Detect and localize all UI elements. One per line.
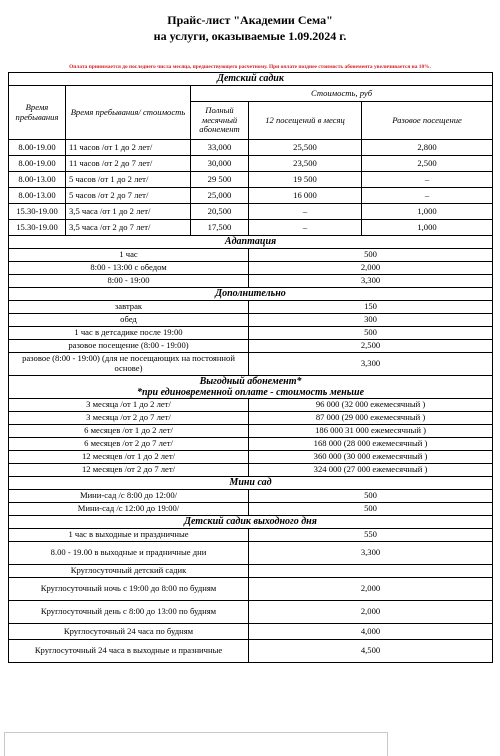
row-single: 2,800 (362, 140, 493, 156)
table-row (9, 624, 493, 640)
table-row (9, 140, 493, 156)
row-full: 17,500 (191, 220, 249, 236)
row-label: обед (9, 314, 249, 327)
header-single-visit: Разовое посещение (362, 102, 493, 140)
table-row (9, 438, 493, 451)
row-price: 168 000 (28 000 ежемесячный ) (249, 438, 493, 451)
header-full-subscription: Полный месячный абонемент (191, 102, 249, 140)
row-price: 500 (249, 327, 493, 340)
row-label: Мини-сад /с 12:00 до 19:00/ (9, 503, 249, 516)
section-title-additional: Дополнительно (9, 288, 493, 301)
table-row (9, 565, 493, 578)
price-list-page (8, 0, 492, 663)
row-single: – (362, 172, 493, 188)
price-table (8, 72, 493, 663)
header-cost: Стоимость, руб (191, 86, 493, 102)
section-title-adaptation: Адаптация (9, 236, 493, 249)
row-label: разовое (8:00 - 19:00) (для не посещающих на постоянной основе) (9, 353, 249, 376)
row-full: 20,500 (191, 204, 249, 220)
table-row (9, 220, 493, 236)
row-label: Круглосуточный день с 8:00 до 13:00 по будням (9, 601, 249, 624)
row-price: 500 (249, 249, 493, 262)
table-row (9, 529, 493, 542)
payment-notice: Оплата принимается до последнего числа месяца, предшествующего расчетному. При оплате позднее стоимость абонемента увеличивается на 10%. (69, 64, 431, 70)
table-row (9, 204, 493, 220)
row-price: 186 000 31 000 ежемесячный ) (249, 425, 493, 438)
row-price: 96 000 (32 000 ежемесячный ) (249, 399, 493, 412)
row-label: 1 час (9, 249, 249, 262)
row-price: 4,500 (249, 640, 493, 663)
row-full: 29 500 (191, 172, 249, 188)
row-label: 3 месяца /от 2 до 7 лет/ (9, 412, 249, 425)
row-label: 12 месяцев /от 2 до 7 лет/ (9, 464, 249, 477)
header-time: Время пребывания (9, 86, 66, 140)
table-row (9, 425, 493, 438)
row-label: 6 месяцев /от 2 до 7 лет/ (9, 438, 249, 451)
table-row (9, 503, 493, 516)
row-time: 8.00-19.00 (9, 140, 66, 156)
table-row (9, 275, 493, 288)
row-full: 30,000 (191, 156, 249, 172)
row-time: 15.30-19.00 (9, 220, 66, 236)
subscription-subtitle: *при единовременной оплате - стоимость меньше (136, 387, 365, 398)
row-desc: 11 часов /от 1 до 2 лет/ (66, 140, 191, 156)
row-desc: 11 часов /от 2 до 7 лет/ (66, 156, 191, 172)
row-twelve: 16 000 (249, 188, 362, 204)
row-label: Круглосуточный 24 часа в выходные и празничные (9, 640, 249, 663)
table-row (9, 262, 493, 275)
row-desc: 5 часов /от 2 до 7 лет/ (66, 188, 191, 204)
row-label: Круглосуточный ночь с 19:00 до 8:00 по будням (9, 578, 249, 601)
table-row (9, 353, 493, 376)
row-label: Круглосуточный детский садик (9, 565, 249, 578)
row-label: разовое посещение (8:00 - 19:00) (9, 340, 249, 353)
row-price: 2,000 (249, 601, 493, 624)
row-label: Мини-сад /с 8:00 до 12:00/ (9, 490, 249, 503)
section-title-subscription (9, 376, 493, 399)
table-row (9, 542, 493, 565)
row-label: 6 месяцев /от 1 до 2 лет/ (9, 425, 249, 438)
row-twelve: 23,500 (249, 156, 362, 172)
row-price: 2,500 (249, 340, 493, 353)
page-title: Прайс-лист "Академии Сема" (167, 13, 333, 27)
table-row (9, 156, 493, 172)
table-row (9, 172, 493, 188)
subscription-title: Выгодный абонемент* (199, 376, 302, 387)
row-time: 15.30-19.00 (9, 204, 66, 220)
row-label: 1 час в выходные и праздничные (9, 529, 249, 542)
row-twelve: – (249, 220, 362, 236)
row-price: 2,000 (249, 578, 493, 601)
row-label: 12 месяцев /от 1 до 2 лет/ (9, 451, 249, 464)
row-single: – (362, 188, 493, 204)
row-price: 300 (249, 314, 493, 327)
row-desc: 3,5 часа /от 2 до 7 лет/ (66, 220, 191, 236)
table-row (9, 327, 493, 340)
page-subtitle: на услуги, оказываемые 1.09.2024 г. (153, 29, 347, 43)
table-row (9, 301, 493, 314)
row-price: 150 (249, 301, 493, 314)
row-price: 550 (249, 529, 493, 542)
row-twelve: 25,500 (249, 140, 362, 156)
row-time: 8.00-13.00 (9, 172, 66, 188)
row-label: 1 час в детсадике после 19:00 (9, 327, 249, 340)
row-full: 33,000 (191, 140, 249, 156)
header-duration: Время пребывания/ стоимость (66, 86, 191, 140)
row-twelve: – (249, 204, 362, 220)
row-time: 8.00-13.00 (9, 188, 66, 204)
table-row (9, 451, 493, 464)
table-row (9, 399, 493, 412)
section-title-minisad: Мини сад (9, 477, 493, 490)
row-price: 500 (249, 503, 493, 516)
row-full: 25,000 (191, 188, 249, 204)
row-label: 8.00 - 19.00 в выходные и прадничные дни (9, 542, 249, 565)
row-time: 8.00-19.00 (9, 156, 66, 172)
table-row (9, 578, 493, 601)
row-price: 2,000 (249, 262, 493, 275)
table-row (9, 188, 493, 204)
row-price: 324 000 (27 000 ежемесячный ) (249, 464, 493, 477)
section-title-kindergarten: Детский садик (9, 73, 493, 86)
row-price: 3,300 (249, 353, 493, 376)
row-label: 3 месяца /от 1 до 2 лет/ (9, 399, 249, 412)
section-title-weekend: Детский садик выходного дня (9, 516, 493, 529)
row-price: 360 000 (30 000 ежемесячный ) (249, 451, 493, 464)
row-price: 3,300 (249, 542, 493, 565)
row-price (249, 565, 493, 578)
row-price: 87 000 (29 000 ежемесячный ) (249, 412, 493, 425)
table-row (9, 249, 493, 262)
row-label: 8:00 - 19:00 (9, 275, 249, 288)
bottom-frame (4, 732, 388, 756)
row-desc: 3,5 часа /от 1 до 2 лет/ (66, 204, 191, 220)
row-single: 1,000 (362, 204, 493, 220)
row-price: 4,000 (249, 624, 493, 640)
row-label: завтрак (9, 301, 249, 314)
table-row (9, 640, 493, 663)
row-label: Круглосуточный 24 часа по будням (9, 624, 249, 640)
row-twelve: 19 500 (249, 172, 362, 188)
table-row (9, 314, 493, 327)
table-row (9, 412, 493, 425)
row-price: 500 (249, 490, 493, 503)
row-label: 8:00 - 13:00 с обедом (9, 262, 249, 275)
header-twelve-visits: 12 посещений в месяц (249, 102, 362, 140)
row-single: 2,500 (362, 156, 493, 172)
table-row (9, 340, 493, 353)
row-single: 1,000 (362, 220, 493, 236)
row-desc: 5 часов /от 1 до 2 лет/ (66, 172, 191, 188)
table-row (9, 490, 493, 503)
table-row (9, 601, 493, 624)
table-row (9, 464, 493, 477)
row-price: 3,300 (249, 275, 493, 288)
